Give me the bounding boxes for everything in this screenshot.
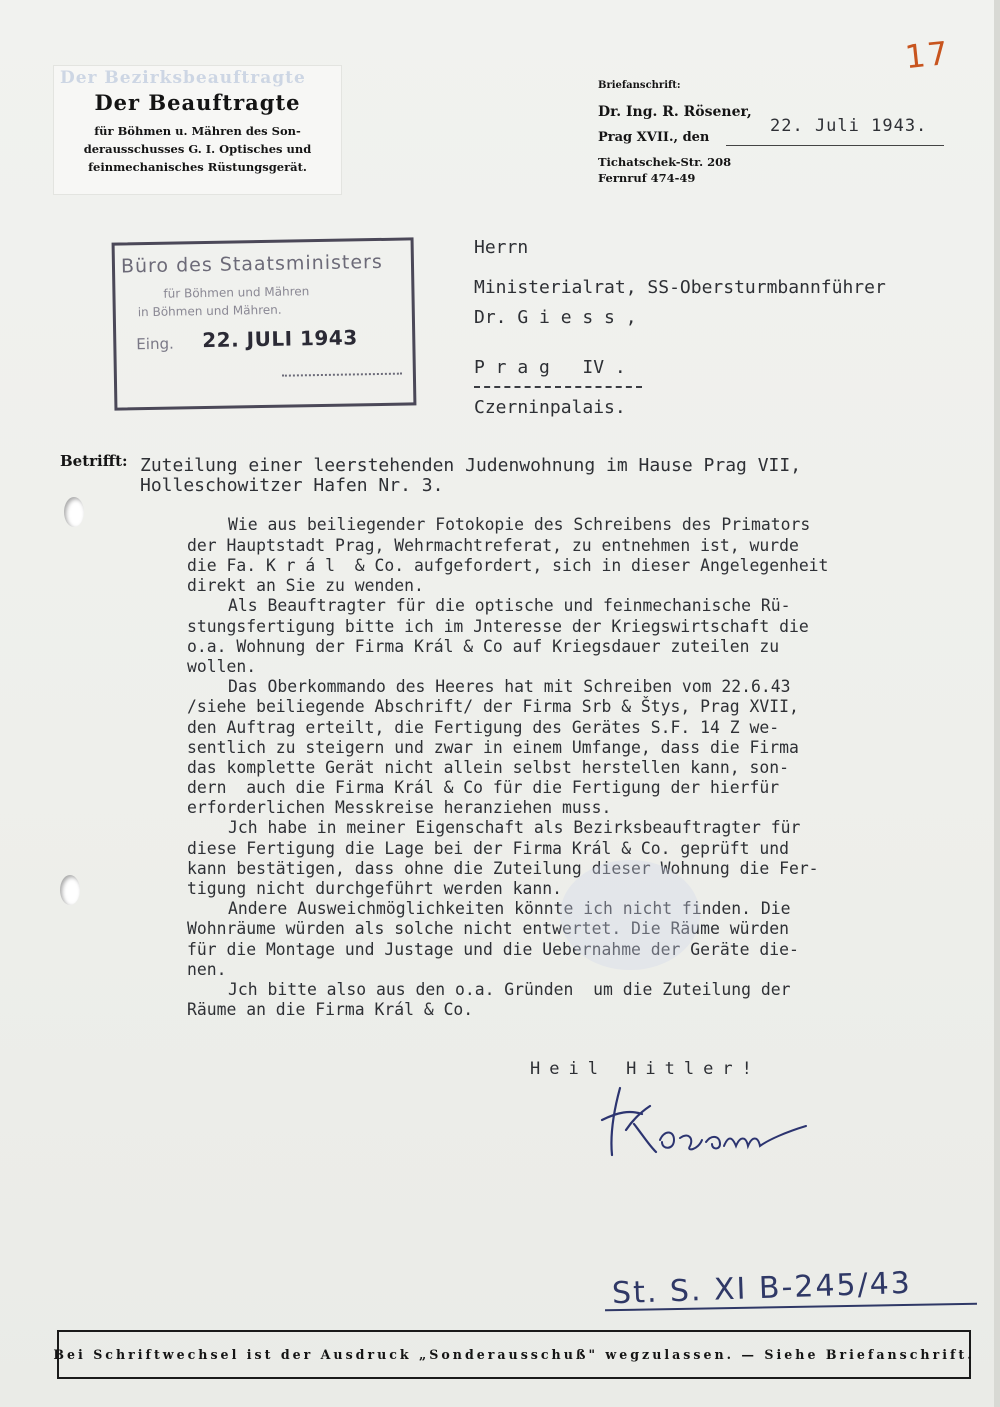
body-line: Jch habe in meiner Eigenschaft als Bezirksbeauftragter für <box>228 818 801 837</box>
letterhead-line-1: für Böhmen u. Mähren des Son- <box>94 124 301 138</box>
body-line: den Auftrag erteilt, die Fertigung des Gerätes S.F. 14 Z we- <box>187 718 780 737</box>
letterhead-line-2: derausschusses G. I. Optisches und <box>83 142 312 156</box>
punch-hole-bottom <box>60 875 80 905</box>
stamp-dotted-line <box>282 373 402 377</box>
letterhead-line-3: feinmechanisches Rüstungsgerät. <box>88 160 307 174</box>
footer-notice <box>53 1330 975 1379</box>
date-underline <box>726 145 944 146</box>
letterhead-title: Der Beauftragte <box>94 90 301 115</box>
subject-line-2: Holleschowitzer Hafen Nr. 3. <box>140 475 444 496</box>
faded-stamp-mark <box>560 860 700 970</box>
body-line: direkt an Sie zu wenden. <box>187 576 424 595</box>
body-line: Als Beauftragter für die optische und feinmechanische Rü- <box>228 596 791 615</box>
body-line: nen. <box>187 960 227 979</box>
paper-edge <box>994 0 1000 1407</box>
stamp-line-3: in Böhmen und Mähren. <box>137 302 282 320</box>
address-label: Briefanschrift: <box>598 80 681 91</box>
page-number: 17 <box>903 33 952 77</box>
sender-city: Prag XVII., den <box>598 130 710 145</box>
stamp-line-1: Büro des Staatsministers <box>120 250 383 278</box>
letterhead-label <box>54 66 341 194</box>
sender-address <box>598 80 958 185</box>
subject-line-1: Zuteilung einer leerstehenden Judenwohnung im Hause Prag VII, <box>140 455 802 476</box>
recipient-name: Dr. G i e s s , <box>474 307 637 328</box>
body-line: die Fa. K r á l & Co. aufgefordert, sich in dieser Angelegenheit <box>187 556 829 575</box>
body-line: kann bestätigen, dass ohne die Zuteilung dieser Wohnung die Fer- <box>187 859 819 878</box>
body-line: stungsfertigung bitte ich im Jnteresse der Kriegswirtschaft die <box>187 617 809 636</box>
recipient-building: Czerninpalais. <box>474 397 626 418</box>
body-line: diese Fertigung die Lage bei der Firma Král & Co. geprüft und <box>187 839 789 858</box>
body-line: Das Oberkommando des Heeres hat mit Schreiben vom 22.6.43 <box>228 677 791 696</box>
footer-notice-text: Bei Schriftwechsel ist der Ausdruck „Sonderausschuß" wegzulassen. — Siehe Briefanschrift. <box>53 1347 975 1362</box>
body-line: der Hauptstadt Prag, Wehrmachtreferat, zu entnehmen ist, wurde <box>187 536 799 555</box>
handwritten-signature <box>590 1080 850 1170</box>
body-line: wollen. <box>187 657 257 676</box>
stamp-line-2: für Böhmen und Mähren <box>163 284 310 301</box>
recipient-salutation: Herrn <box>474 237 529 258</box>
recipient-title: Ministerialrat, SS-Obersturmbannführer <box>474 277 886 298</box>
body-line: das komplette Gerät nicht allein selbst herstellen kann, son- <box>187 758 789 777</box>
body-line: Wohnräume würden als solche nicht entwertet. Die Räume würden <box>187 919 789 938</box>
file-reference: St. S. XI B-245/43 <box>611 1265 913 1312</box>
body-line: sentlich zu steigern und zwar in einem Umfange, dass die Firma <box>187 738 799 757</box>
closing-greeting: Heil Hitler! <box>530 1059 761 1079</box>
stamp-date: 22. JULI 1943 <box>202 325 358 353</box>
body-line: Wie aus beiliegender Fotokopie des Schreibens des Primators <box>228 515 811 534</box>
recipient-city: P r a g IV . <box>474 357 626 378</box>
sender-phone: Fernruf 474-49 <box>598 171 696 185</box>
recipient-dashed-underline <box>474 386 642 388</box>
body-line: für die Montage und Justage und die Uebernahme der Geräte die- <box>187 940 799 959</box>
subject-label: Betrifft: <box>60 452 128 470</box>
letter-date: 22. Juli 1943. <box>770 116 928 136</box>
body-line: tigung nicht durchgeführt werden kann. <box>187 879 562 898</box>
body-line: dern auch die Firma Král & Co für die Fertigung der hierfür <box>187 778 780 797</box>
sender-street: Tichatschek-Str. 208 <box>598 155 732 169</box>
body-line: Jch bitte also aus den o.a. Gründen um die Zuteilung der <box>228 980 791 999</box>
sender-name: Dr. Ing. R. Rösener, <box>598 104 752 120</box>
body-line: Räume an die Firma Král & Co. <box>187 1000 474 1019</box>
received-stamp <box>112 237 417 410</box>
body-line: o.a. Wohnung der Firma Král & Co auf Kriegsdauer zuteilen zu <box>187 637 780 656</box>
body-line: Andere Ausweichmöglichkeiten könnte ich nicht finden. Die <box>228 899 791 918</box>
stamp-prefix: Eing. <box>136 334 174 354</box>
body-line: /siehe beiliegende Abschrift/ der Firma Srb & Štys, Prag XVII, <box>187 697 799 716</box>
punch-hole-top <box>64 497 84 527</box>
body-line: erforderlichen Messkreise heranziehen muss. <box>187 798 612 817</box>
letterhead-ghost-text: Der Bezirksbeauftragte <box>60 68 306 88</box>
